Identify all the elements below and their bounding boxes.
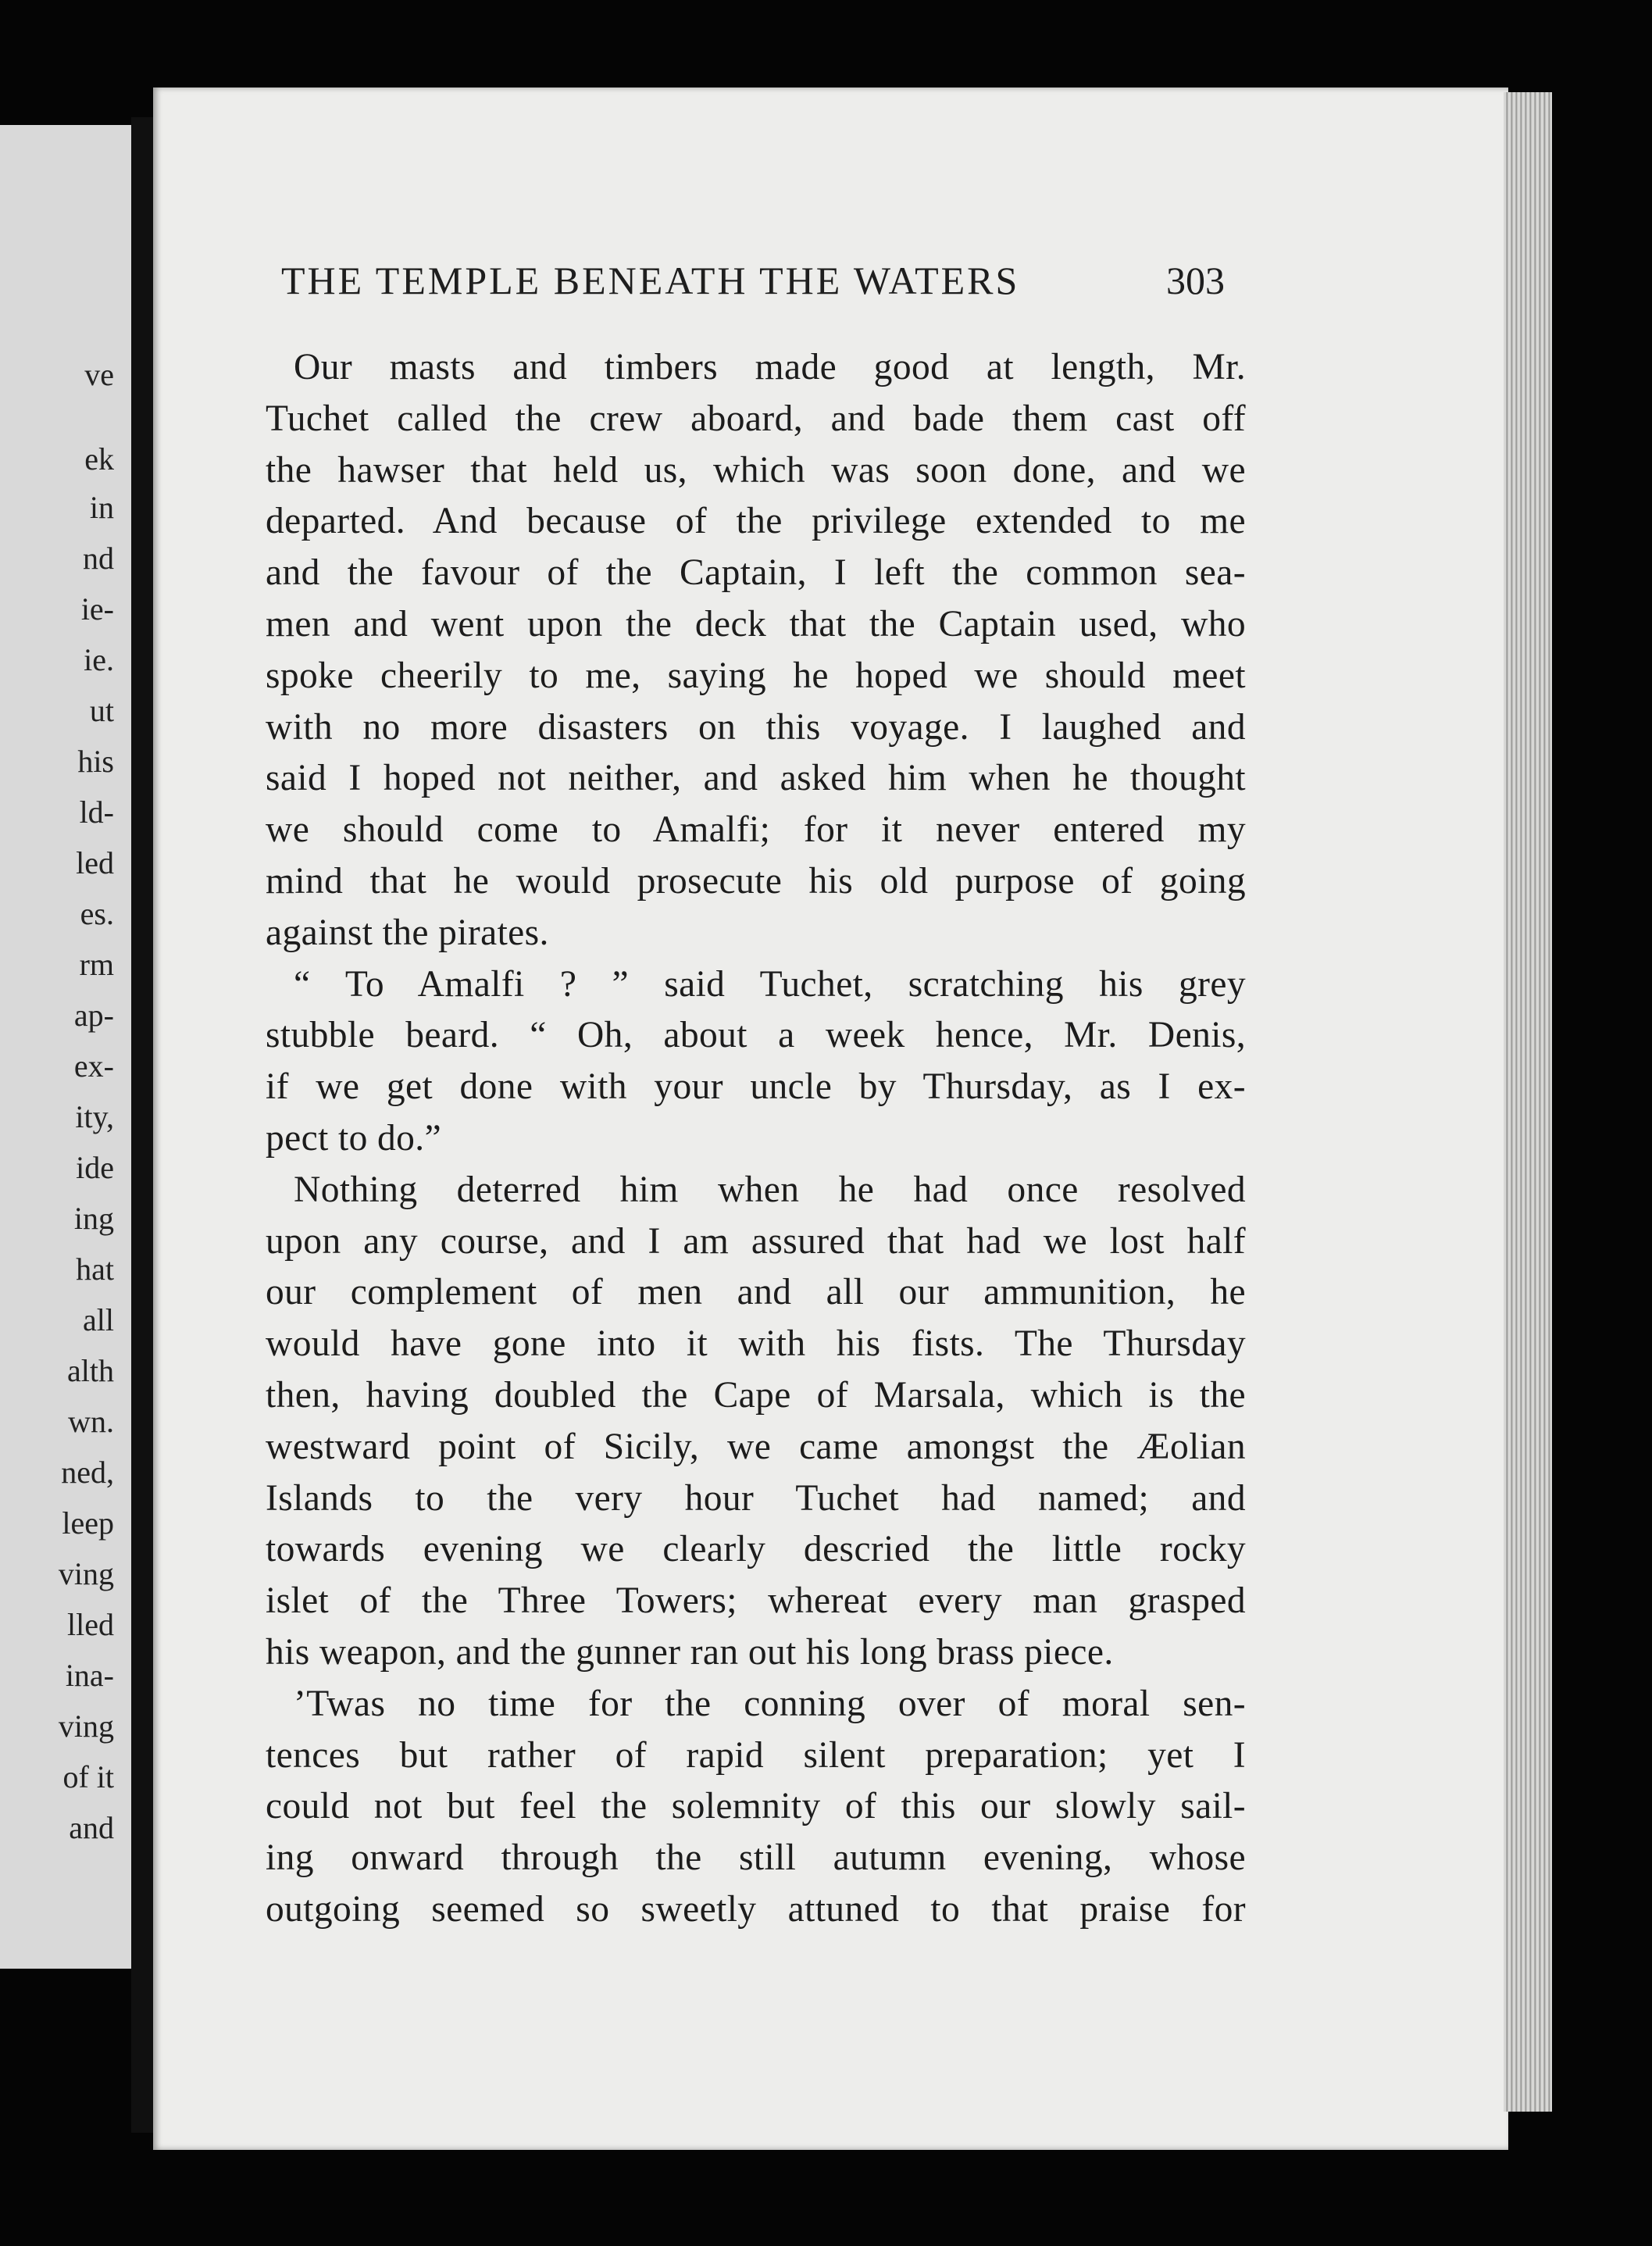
margin-fragment: ving [58, 1709, 114, 1744]
text-line: spoke cheerily to me, saying he hoped we should meet [266, 655, 1246, 696]
margin-fragment: of it [62, 1759, 114, 1794]
margin-fragment: alth [67, 1353, 114, 1388]
text-line: with no more disasters on this voyage. I laughed and [266, 706, 1246, 748]
text-line: ing onward through the still autumn evening, whose [266, 1837, 1246, 1879]
text-line: then, having doubled the Cape of Marsala, which is the [266, 1374, 1246, 1416]
text-line: outgoing seemed so sweetly attuned to that praise for [266, 1888, 1246, 1930]
margin-fragment: hat [76, 1252, 114, 1287]
margin-fragment: ie. [84, 642, 114, 677]
margin-fragment: ie- [80, 591, 114, 627]
text-line: would have gone into it with his fists. The Thursday [266, 1323, 1246, 1365]
text-line: westward point of Sicily, we came amongst the Æolian [266, 1426, 1246, 1467]
margin-fragment: rm [79, 947, 114, 982]
margin-fragment: ve [84, 357, 114, 392]
text-line: against the pirates. [266, 912, 549, 953]
left-facing-page [0, 125, 131, 1969]
text-line: ’Twas no time for the conning over of moral sen- [294, 1683, 1246, 1724]
margin-fragment: ex- [73, 1048, 114, 1084]
margin-fragment: es. [80, 896, 114, 931]
book-gutter [131, 117, 155, 2133]
text-line: Nothing deterred him when he had once resolved [294, 1169, 1246, 1210]
margin-fragment: ned, [61, 1455, 114, 1490]
margin-fragment: ina- [65, 1658, 114, 1693]
margin-fragment: ity, [75, 1099, 114, 1134]
margin-fragment: ving [58, 1556, 114, 1591]
text-line: “ To Amalfi ? ” said Tuchet, scratching his grey [294, 963, 1246, 1005]
margin-fragment: led [76, 845, 114, 880]
text-line: departed. And because of the privilege extended to me [266, 501, 1246, 542]
text-line: Islands to the very hour Tuchet had named; and [266, 1477, 1246, 1519]
margin-fragment: his [77, 744, 114, 779]
margin-fragment: all [83, 1302, 114, 1337]
margin-fragment: ld- [79, 794, 114, 830]
margin-fragment: nd [83, 541, 114, 576]
text-line: Tuchet called the crew aboard, and bade them cast off [266, 398, 1246, 439]
margin-fragment: lled [67, 1607, 114, 1642]
text-line: and the favour of the Captain, I left the common sea- [266, 552, 1246, 594]
text-line: the hawser that held us, which was soon done, and we [266, 449, 1246, 491]
running-head [281, 258, 1242, 303]
text-line: mind that he would prosecute his old purpose of going [266, 860, 1246, 902]
text-line: could not but feel the solemnity of this our slowly sail- [266, 1786, 1246, 1827]
margin-fragment: ap- [73, 998, 114, 1033]
text-line: upon any course, and I am assured that had we lost half [266, 1220, 1246, 1262]
margin-fragment: ek [84, 441, 114, 477]
page-number: 303 [1166, 259, 1225, 302]
margin-fragment: wn. [68, 1404, 114, 1439]
text-line: towards evening we clearly descried the little rocky [266, 1529, 1246, 1570]
text-line: his weapon, and the gunner ran out his long brass piece. [266, 1631, 1114, 1673]
margin-fragment: leep [62, 1505, 114, 1541]
text-line: said I hoped not neither, and asked him when he thought [266, 758, 1246, 799]
body-text [266, 342, 1246, 1936]
text-line: our complement of men and all our ammunition, he [266, 1272, 1246, 1313]
text-line: Our masts and timbers made good at length, Mr. [294, 347, 1246, 387]
text-line: stubble beard. “ Oh, about a week hence, Mr. Denis, [266, 1015, 1246, 1056]
running-head-title: THE TEMPLE BENEATH THE WATERS [281, 259, 1020, 302]
margin-fragment: in [89, 490, 114, 525]
text-line: pect to do.” [266, 1117, 442, 1159]
margin-fragment: and [69, 1810, 114, 1845]
text-line: if we get done with your uncle by Thursday, as I ex- [266, 1066, 1246, 1108]
margin-fragment: ide [76, 1150, 114, 1185]
text-line: men and went upon the deck that the Captain used, who [266, 603, 1246, 645]
text-line: we should come to Amalfi; for it never entered my [266, 809, 1246, 851]
margin-fragment: ut [89, 693, 114, 728]
text-line: tences but rather of rapid silent preparation; yet I [266, 1734, 1246, 1776]
text-line: islet of the Three Towers; whereat every man grasped [266, 1580, 1246, 1622]
page-edge-stack [1504, 92, 1552, 2112]
margin-fragment: ing [73, 1201, 114, 1236]
